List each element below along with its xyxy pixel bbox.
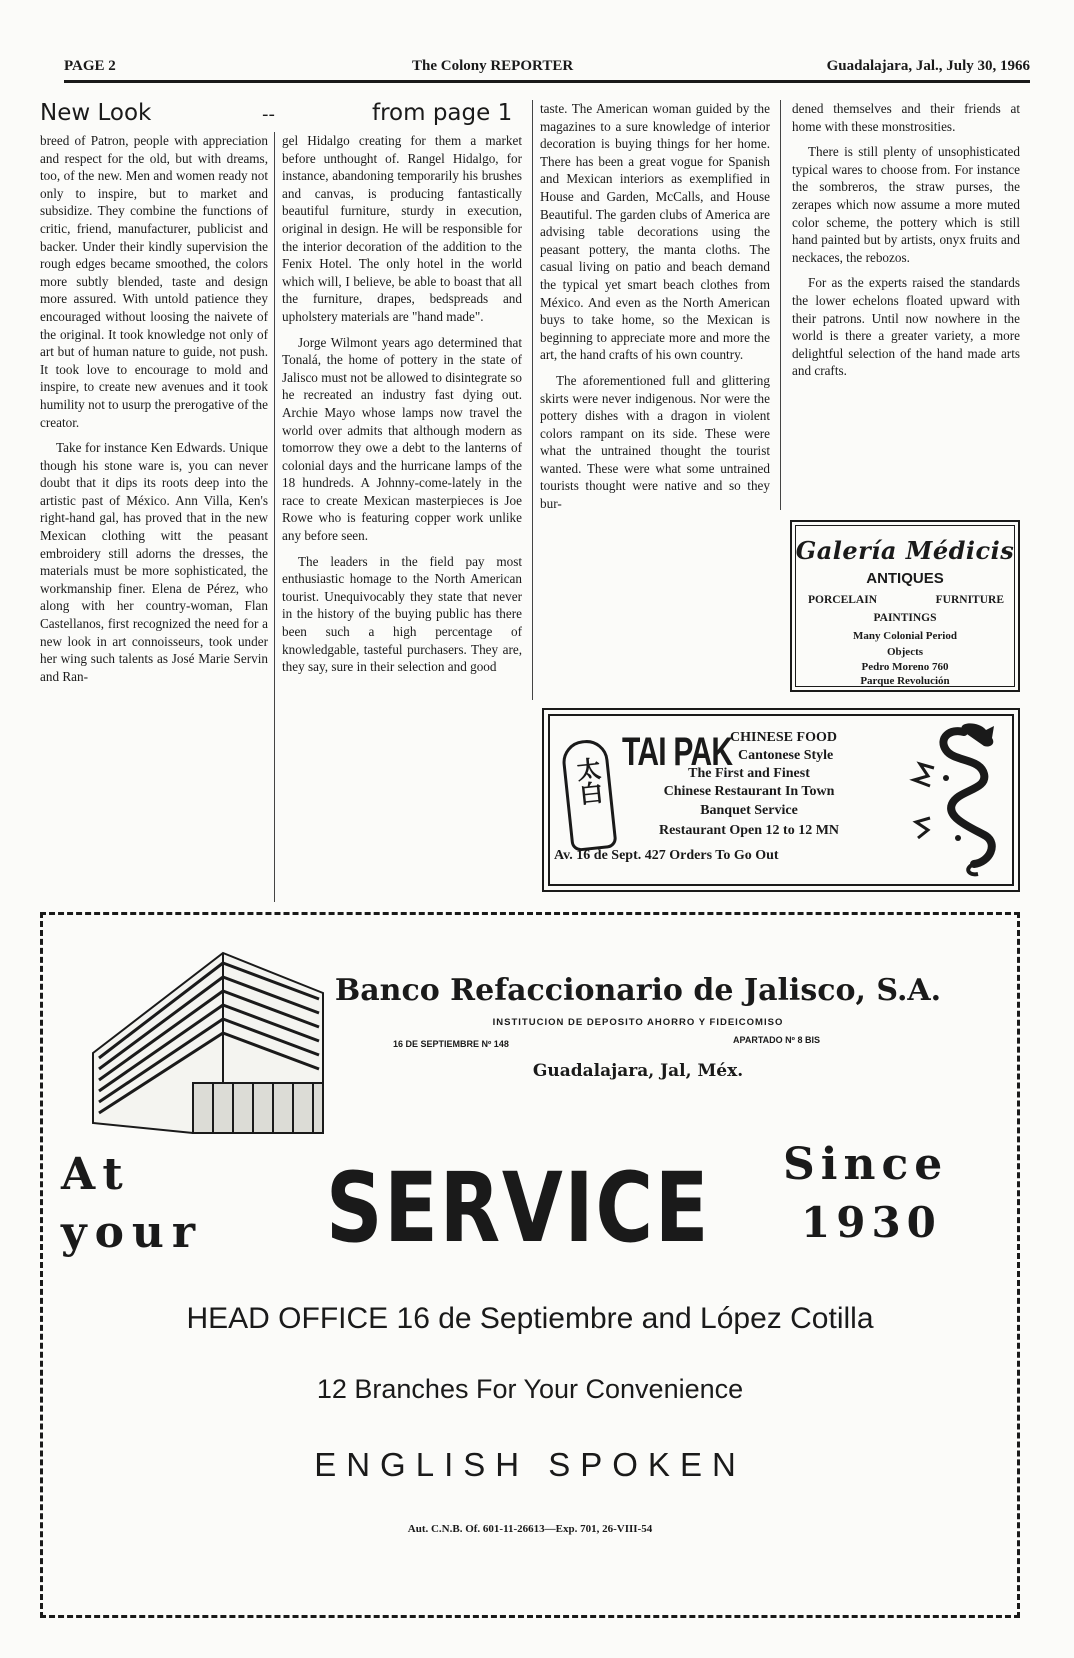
paper-name: The Colony REPORTER (412, 58, 574, 74)
paragraph: For as the experts raised the standards the lower echelons floated upward with their patrons. Until now nowhere in the world is there a greater variety, a more delightful selection of the hand made arts and crafts. (792, 275, 1020, 379)
galeria-colonial: Many Colonial Period (853, 630, 957, 642)
paragraph: There is still plenty of unsophisticated typical wares to choose from. For instance the sombreros, the straw purses, the zerapes which now assume a more muted color scheme, the pottery which is still hand painted but by artists, onyx fruits and neckaces, the rebozos. (792, 144, 1020, 265)
dragon-icon (894, 718, 1012, 878)
galeria-paintings: PAINTINGS (873, 612, 937, 624)
column-divider (780, 100, 781, 510)
galeria-antiques: ANTIQUES (866, 570, 944, 587)
article-column-4 (792, 100, 1020, 512)
bank-ad (40, 912, 1020, 1618)
header-rule (64, 80, 1030, 83)
tai-pak-logo-characters: 太白 (571, 755, 604, 807)
bank-english-spoken: ENGLISH SPOKEN (314, 1446, 746, 1483)
bank-since: Since (783, 1139, 949, 1190)
galeria-name: Galería Médicis (795, 536, 1015, 565)
bank-year: 1930 (801, 1198, 942, 1247)
article-title-right: from page 1 (372, 100, 513, 126)
paragraph: The aforementioned full and glittering skirts were never indigenous. Nor were the pottery dishes with a dragon in violent colors rampant on its side. These were what the untrained thought the tourist wanted. These were what some untrained tourists thought were native and so they bur- (540, 372, 770, 512)
paragraph: breed of Patron, people with appreciation and respect for the old, but with dreams, too, of the new. Men and women ready not only to inspire, but to market and subsidize. They combine the functions of critic, friend, manufacturer, publicist and backer. Under their kindly supervision the rough edges became smoothed, the colors more subtly blended, taste and design more assured. With untold patience they encouraged without loosing the naivete of the original. It took knowledge not only of art but of human nature to guide, not push. It took love to encourage to mold and inspire, to create new avenues and it took humility not to usurp the prerogative of the creator. (40, 133, 268, 430)
galeria-objects: Objects (886, 646, 924, 658)
tai-pak-line-6: Restaurant Open 12 to 12 MN (658, 823, 840, 838)
article-title-left: New Look (40, 100, 152, 126)
bank-legal-line: Aut. C.N.B. Of. 601-11-26613—Exp. 701, 26-VIII-54 (407, 1523, 653, 1535)
galeria-furniture: FURNITURE (935, 594, 1004, 606)
paragraph: Take for instance Ken Edwards. Unique though his stone ware is, you can never doubt that it dips its roots deep into the artistic past of México. Ann Villa, Ken's right-hand gal, has proved that in the new Mexican clothing witt the peasant embroidery still adorns the dresses, the materials must be more sophisticated, the workmanship finer. Elena de Pérez, who along with her country-woman, Flan Castellanos, first recognized the need for a new look in art connoisseurs, took under her wing such talents as José Marie Servin and Ran- (40, 440, 268, 684)
article-title-dashes: -- (262, 104, 275, 125)
galeria-address-1: Pedro Moreno 760 (861, 661, 949, 673)
bank-head-office: HEAD OFFICE 16 de Septiembre and López Cotilla (186, 1302, 874, 1335)
bank-building-icon (73, 933, 343, 1143)
tai-pak-line-3: The First and Finest (688, 766, 810, 781)
bank-at: At (61, 1149, 131, 1200)
bank-name: Banco Refaccionario de Jalisco, S.A. (334, 973, 942, 1008)
paragraph: Jorge Wilmont years ago determined that Tonalá, the home of pottery in the state of Jalisco must not be allowed to disintegrate so he recreated an industry fast dying out. Archie Mayo whose lamps now travel the world over admits that although modern as tomorrow they owe a debt to the lanterns of colonial days and the hurricane lamps of the 18 hundreds. A Johnny-come-lately in the race to create Mexican masterpieces is Joe Rowe who is featuring copper work unlike any before seen. (282, 334, 522, 544)
dateline: Guadalajara, Jal., July 30, 1966 (826, 58, 1030, 74)
bank-po-box: APARTADO Nº 8 BIS (733, 1035, 820, 1045)
tai-pak-name: TAI PAK (622, 730, 733, 774)
bank-subtitle: INSTITUCION DE DEPOSITO AHORRO Y FIDEICOMISO (492, 1017, 784, 1028)
column-divider (274, 132, 275, 902)
page-header (64, 56, 1030, 82)
galeria-porcelain: PORCELAIN (808, 594, 878, 606)
bank-address: 16 DE SEPTIEMBRE Nº 148 (393, 1039, 509, 1049)
paragraph: dened themselves and their friends at home with these monstrosities. (792, 101, 1020, 134)
page-number: PAGE 2 (64, 58, 116, 74)
article-column-1 (40, 132, 268, 902)
tai-pak-footer: Av. 16 de Sept. 427 Orders To Go Out (554, 848, 779, 863)
article-column-3 (540, 100, 770, 698)
bank-branches: 12 Branches For Your Convenience (316, 1374, 744, 1404)
paragraph: gel Hidalgo creating for them a market before unthought of. Rangel Hidalgo, for instance, abandoning temporarily his brushes and canvas, is producing fantastically beautiful furniture, sturdy in execution, original in design. He will be responsible for the interior decoration of the addition to the Fenix Hotel. The only hotel in the world which will, I believe, be able to boast that all the furniture, drapes, bedspreads and upholstery materials are "hand made". (282, 133, 522, 324)
column-divider (532, 100, 533, 700)
tai-pak-line-5: Banquet Service (700, 803, 798, 818)
paragraph: taste. The American woman guided by the magazines to a sure knowledge of interior decoration is buying things for her home. There has been a great vogue for Spanish and Mexican interiors as exemplified in House and Garden, McCalls, and House Beautiful. The garden clubs of America are advising table decorations using the peasant pottery, the manta cloths. The casual living on patio and beach demand the typical yet smart beach clothes from México. And even as the North American buys to take home, so the Mexican is beginning to appreciate more and more the art, the hand crafts of his own country. (540, 101, 770, 363)
tai-pak-line-1: CHINESE FOOD (730, 730, 837, 745)
bank-service-headline: SERVICE (325, 1152, 711, 1264)
tai-pak-line-2: Cantonese Style (738, 748, 834, 763)
bank-your: your (61, 1207, 204, 1258)
paragraph: The leaders in the field pay most enthusiastic homage to the North American tourist. Unequivocably they state that never in the history of the buying public has there been such a high percentage of knowledgable, tasteful purchasers. They are, they say, sure in their selection and good (282, 553, 522, 675)
galeria-medicis-ad (790, 520, 1020, 692)
article-column-2 (282, 132, 522, 902)
tai-pak-line-4: Chinese Restaurant In Town (663, 784, 835, 799)
bank-city: Guadalajara, Jal, Méx. (532, 1061, 744, 1081)
tai-pak-ad (542, 708, 1020, 892)
galeria-address-2: Parque Revolución (860, 675, 950, 687)
